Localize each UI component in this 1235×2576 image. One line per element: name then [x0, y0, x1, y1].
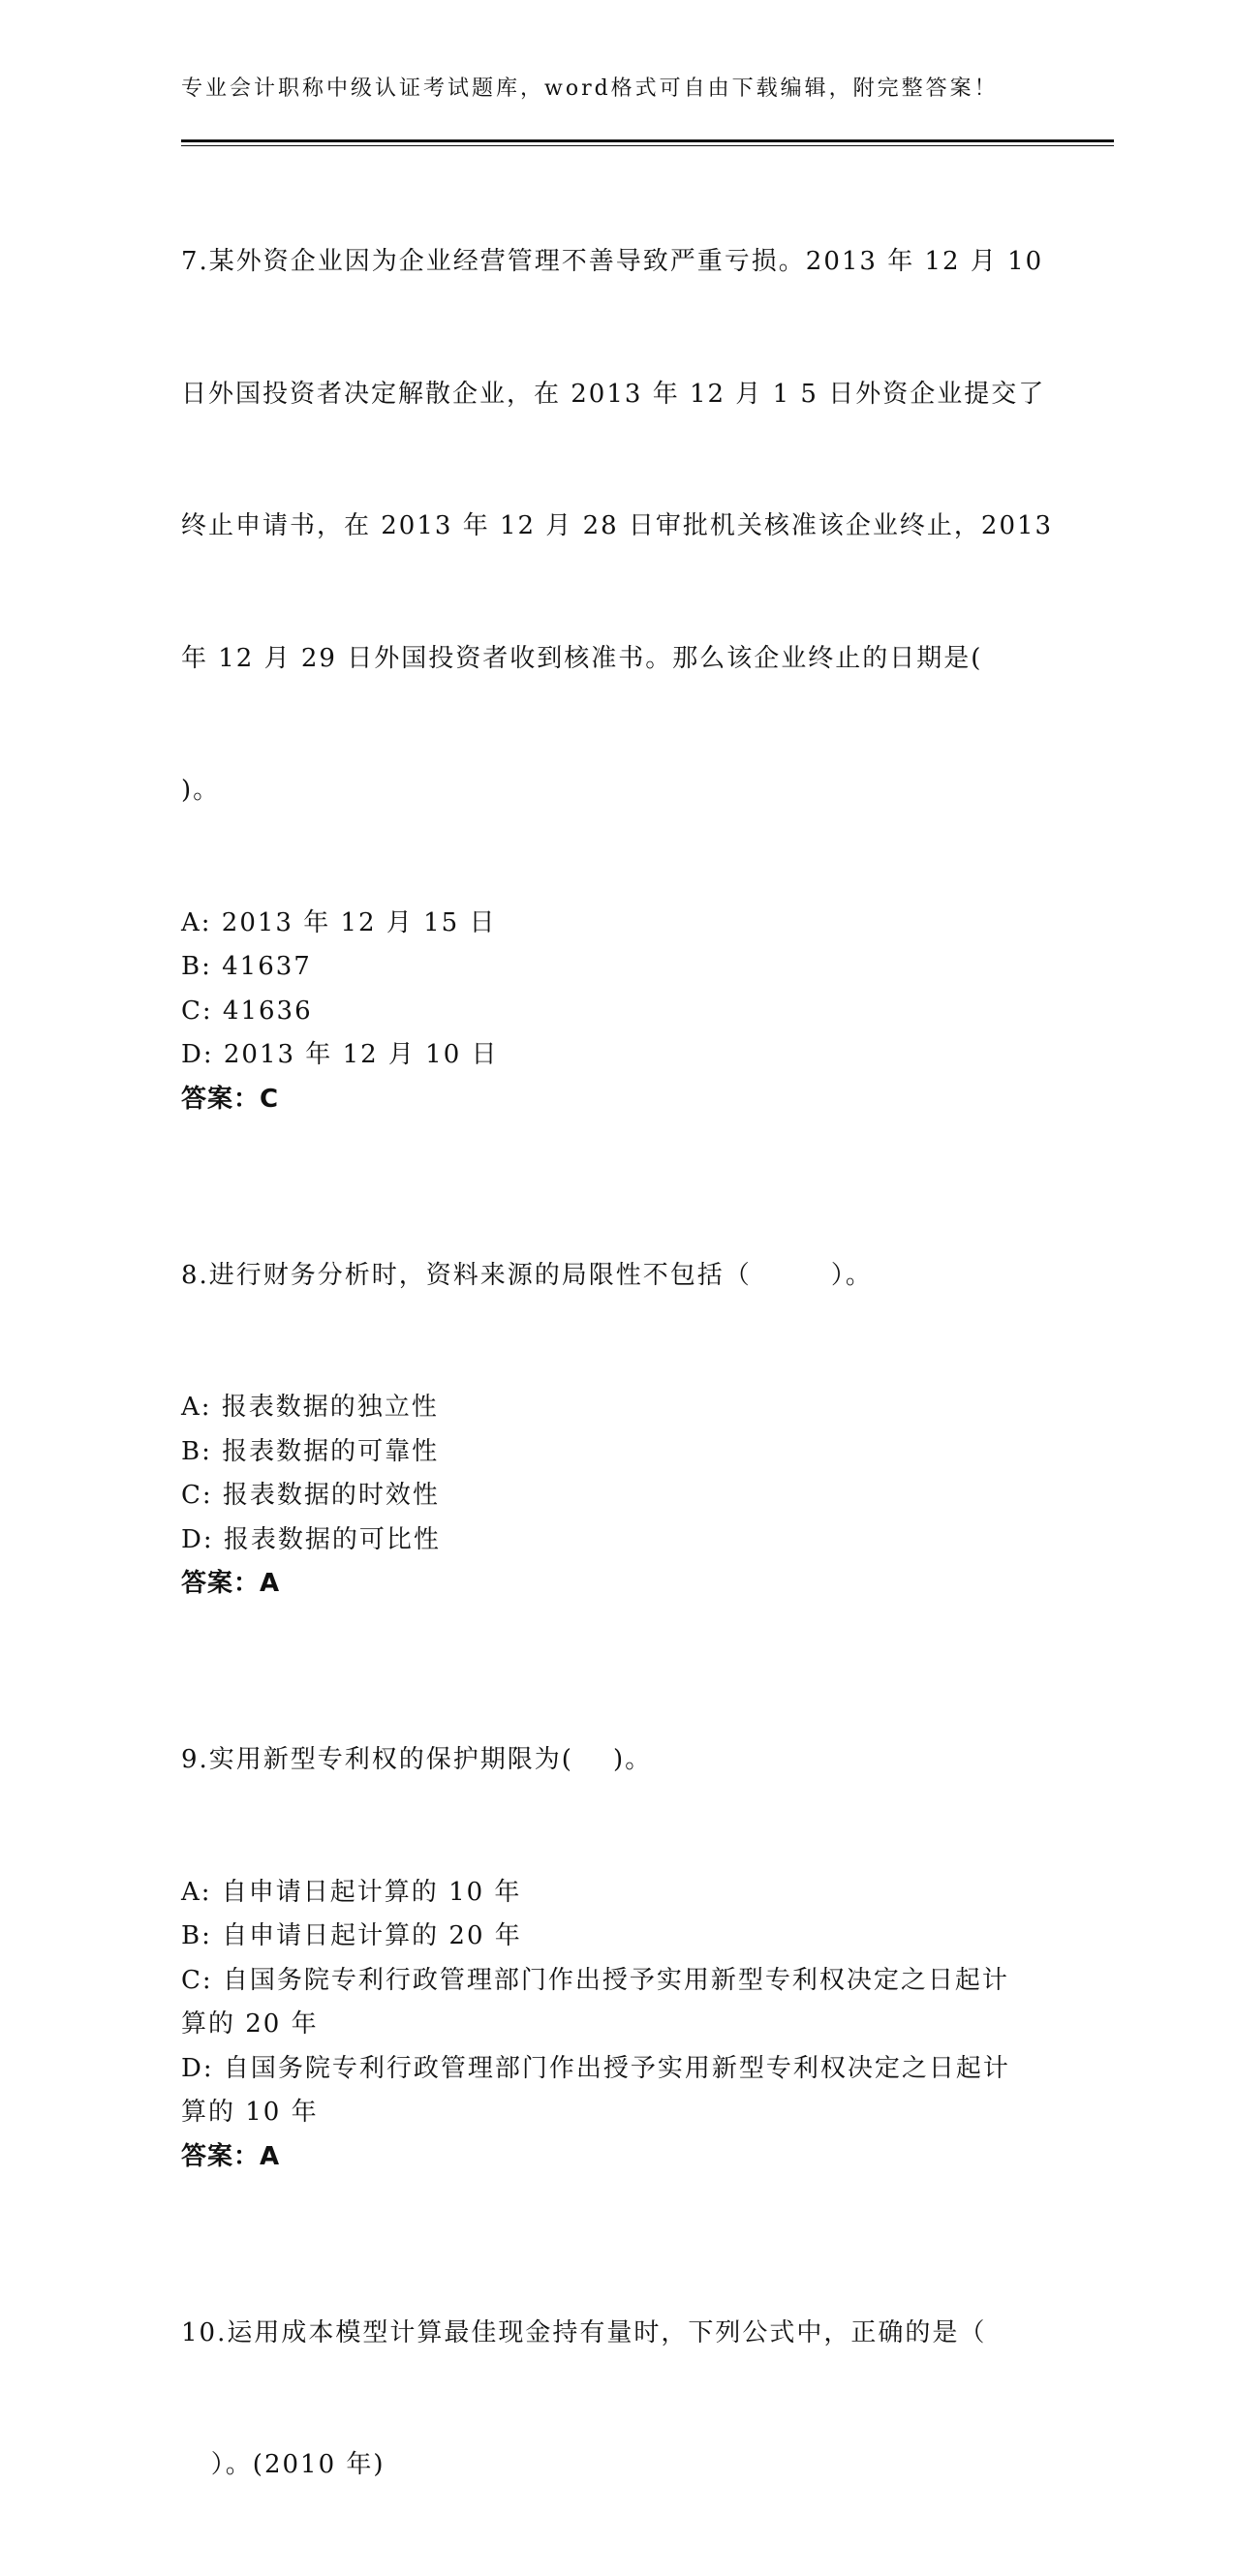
- stem-line: 7.某外资企业因为企业经营管理不善导致严重亏损。2013 年 12 月 10: [181, 247, 1044, 276]
- option-a: A: 自申请日起计算的 10 年: [181, 1877, 522, 1907]
- option-c: C: 报表数据的时效性: [181, 1481, 440, 1510]
- option-b: B: 自申请日起计算的 20 年: [181, 1921, 522, 1950]
- header-rule-thick: [181, 139, 1114, 142]
- option-d: D: 报表数据的可比性: [181, 1524, 441, 1554]
- question-7: [181, 152, 1053, 1121]
- question-list: [181, 152, 1053, 2576]
- option-b: B: 报表数据的可靠性: [181, 1436, 440, 1466]
- question-stem: [181, 1166, 1053, 1387]
- stem-line: 10.运用成本模型计算最佳现金持有量时，下列公式中，正确的是（: [181, 2317, 987, 2347]
- question-stem: [181, 1650, 1053, 1871]
- header-text: 专业会计职称中级认证考试题库，word格式可自由下载编辑，附完整答案！: [181, 77, 999, 101]
- option-a: A: 报表数据的独立性: [181, 1393, 439, 1422]
- stem-line: 9.实用新型专利权的保护期限为( )。: [181, 1745, 653, 1774]
- option-d-continued: 算的 10 年: [181, 2098, 319, 2127]
- question-8: [181, 1166, 1053, 1607]
- question-spacer: [181, 1607, 1053, 1651]
- question-9: [181, 1650, 1053, 2179]
- option-c-continued: 算的 20 年: [181, 2009, 319, 2039]
- question-spacer: [181, 1121, 1053, 1166]
- question-10: [181, 2223, 1053, 2576]
- question-stem: [181, 2223, 1053, 2576]
- answer-label: 答案：A: [181, 2141, 281, 2171]
- stem-line: ）。(2010 年): [181, 2450, 386, 2479]
- option-c: C: 41636: [181, 996, 313, 1026]
- option-d: D: 自国务院专利行政管理部门作出授予实用新型专利权决定之日起计: [181, 2053, 1010, 2083]
- stem-line: )。: [181, 776, 221, 805]
- stem-line: 年 12 月 29 日外国投资者收到核准书。那么该企业终止的日期是(: [181, 643, 983, 673]
- option-b: B: 41637: [181, 952, 312, 981]
- stem-line: 8.进行财务分析时，资料来源的局限性不包括（ ）。: [181, 1260, 873, 1290]
- option-c: C: 自国务院专利行政管理部门作出授予实用新型专利权决定之日起计: [181, 1965, 1009, 1995]
- answer-label: 答案：A: [181, 1569, 281, 1598]
- stem-line: 日外国投资者决定解散企业，在 2013 年 12 月 1 5 日外资企业提交了: [181, 379, 1046, 409]
- option-a: A: 2013 年 12 月 15 日: [181, 907, 497, 937]
- stem-line: 终止申请书，在 2013 年 12 月 28 日审批机关核准该企业终止，2013: [181, 511, 1054, 540]
- answer-label: 答案：C: [181, 1084, 280, 1114]
- option-d: D: 2013 年 12 月 10 日: [181, 1040, 499, 1069]
- question-spacer: [181, 2179, 1053, 2223]
- header-rule-thin: [181, 145, 1114, 146]
- question-stem: [181, 152, 1053, 902]
